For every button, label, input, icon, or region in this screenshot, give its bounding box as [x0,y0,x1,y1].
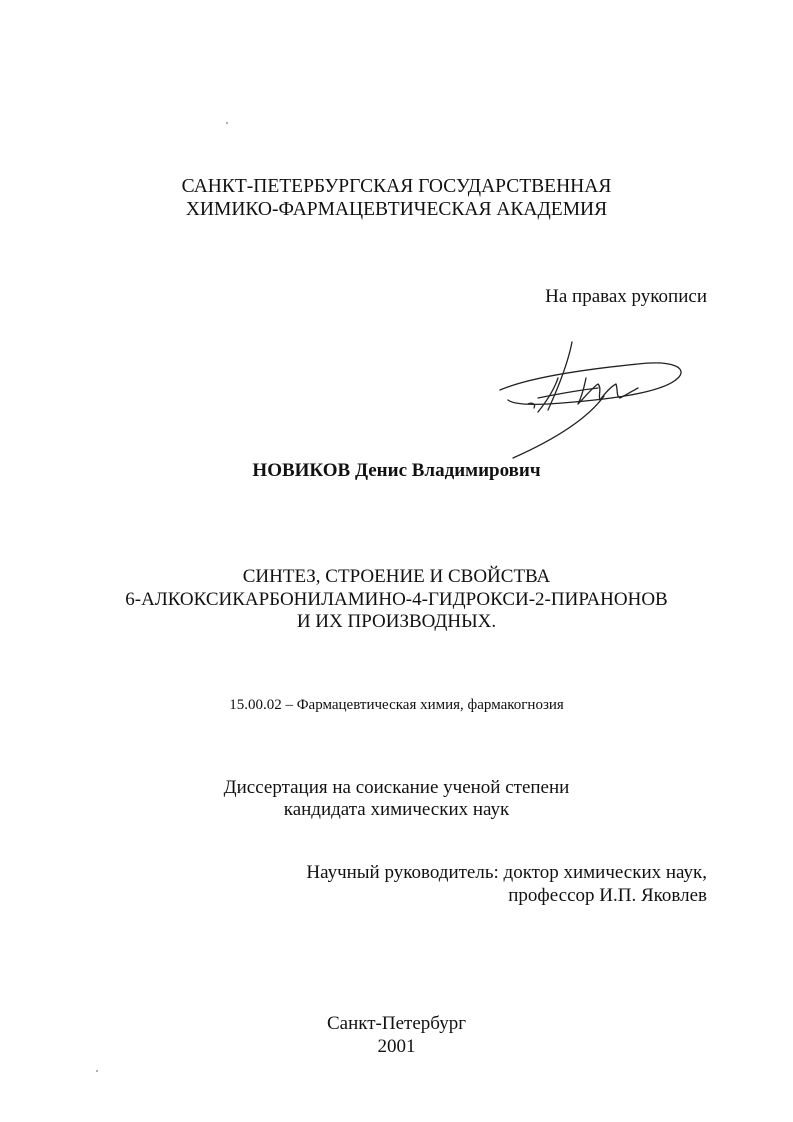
title-line-3: И ИХ ПРОИЗВОДНЫХ. [296,611,497,632]
author-given-names: Денис Владимирович [354,460,541,481]
signature-icon [488,338,693,463]
title-line-1: СИНТЕЗ, СТРОЕНИЕ И СВОЙСТВА [242,566,551,587]
institution-line-1: САНКТ-ПЕТЕРБУРГСКАЯ ГОСУДАРСТВЕННАЯ [181,176,612,197]
scan-speck [96,1070,98,1072]
supervisor-line-2: профессор И.П. Яковлев [508,885,707,906]
specialty: 15.00.02 – Фармацевтическая химия, фармакогнозия [229,697,564,713]
year: 2001 [377,1036,416,1057]
author-name [0,460,793,482]
scan-speck [226,122,228,124]
city: Санкт-Петербург [326,1013,466,1034]
supervisor-line-1: Научный руководитель: доктор химических наук, [306,862,707,883]
author-surname: НОВИКОВ [252,460,351,481]
manuscript-note: На правах рукописи [545,286,707,307]
title-line-2: 6-АЛКОКСИКАРБОНИЛАМИНО-4-ГИДРОКСИ-2-ПИРАНОНОВ [125,589,668,610]
institution-line-2: ХИМИКО-ФАРМАЦЕВТИЧЕСКАЯ АКАДЕМИЯ [185,199,608,220]
degree-line-1: Диссертация на соискание ученой степени [223,777,570,798]
degree-line-2: кандидата химических наук [283,799,510,820]
